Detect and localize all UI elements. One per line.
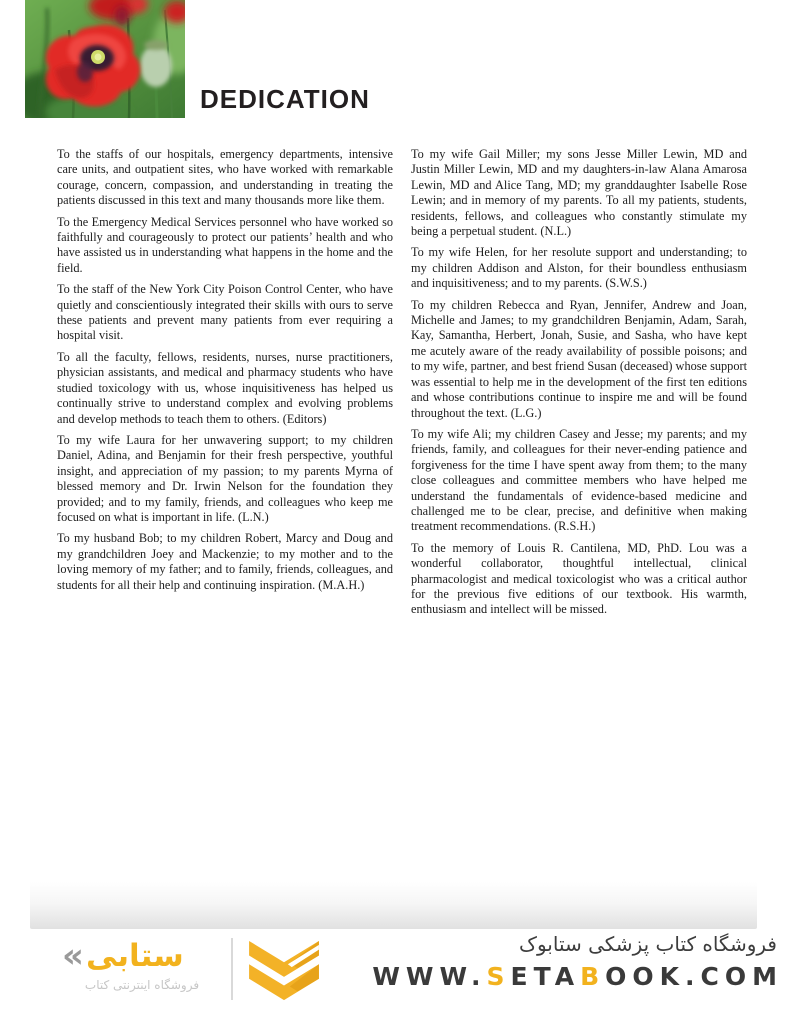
dedication-paragraph: To my husband Bob; to my children Robert, Marcy and Doug and my grandchildren Joey and Mackenzie; to my mother and to the loving memory of my father; and to family, friends, colleagues, and students for all their help and continuing inspiration. (M.A.H.): [57, 531, 393, 592]
url-part: OOK.COM: [605, 962, 783, 991]
right-column: [411, 147, 747, 624]
footer-right-block: [372, 928, 783, 994]
store-name-farsi: فروشگاه کتاب پزشکی ستابوک: [519, 932, 777, 956]
left-column: [57, 147, 393, 624]
dedication-paragraph: To the Emergency Medical Services personnel who have worked so faithfully and courageously to protect our patients’ health and who have assisted us in understanding what happens in the home and the field.: [57, 214, 393, 275]
dedication-paragraph: To all the faculty, fellows, residents, nurses, nurse practitioners, physician assistants, and medical and pharmacy students who have studied toxicology with us, whose inquisitiveness has helped us continually strive to understand complex and evolving problems and develop methods to teach them to others. (Editors): [57, 349, 393, 426]
url-part: ETA: [510, 962, 581, 991]
dedication-paragraph: To my wife Helen, for her resolute support and understanding; to my children Addison and Alston, for their boundless enthusiasm and inquisitiveness; and to my parents. (S.W.S.): [411, 245, 747, 291]
page-title: DEDICATION: [200, 84, 370, 114]
dedication-paragraph: To the staff of the New York City Poison Control Center, who have quietly and conscientiously integrated their skills with ours to serve these patients and prevent many patients from ever requiring a hospital visit.: [57, 282, 393, 343]
dedication-paragraph: To the staffs of our hospitals, emergency departments, intensive care units, and outpatient sites, who have worked with remarkable courage, concern, compassion, and understanding in treating the patients discussed in this text and many thousands more like them.: [57, 147, 393, 208]
dedication-paragraph: To my wife Laura for her unwavering support; to my children Daniel, Adina, and Benjamin for their fresh perspective, youthful insight, and appreciation of my passion; to my parents Myrna of blessed memory and Dr. Irwin Nelson for the foundation they provided; and to my family, friends, and colleagues who keep me focused on what is important in life. (L.N.): [57, 432, 393, 524]
url-part-accent: B: [580, 962, 606, 991]
logo-wordmark: ستابی: [85, 938, 184, 974]
guillemet-icon: «: [62, 936, 84, 976]
double-chevron-glyph: [247, 939, 321, 1003]
bookstore-footer: [0, 928, 789, 1010]
logo-wordmark-row: [62, 936, 222, 976]
url-part-accent: S: [486, 962, 511, 991]
dedication-paragraph: To my wife Gail Miller; my sons Jesse Miller Lewin, MD and Justin Miller Lewin, MD and my daughters-in-law Alana Amarosa Lewin, MD and Alice Tang, MD; my granddaughter Isabelle Rose Lewin; and in memory of my parents. To all my patients, students, residents, fellows, and colleagues who constantly stimulate my being a perpetual student. (N.L.): [411, 147, 747, 239]
logo-divider: [231, 938, 233, 1000]
poppy-photo-illustration: [25, 0, 185, 118]
poppy-photo: [25, 0, 185, 118]
website-url: [372, 960, 783, 994]
dedication-paragraph: To my wife Ali; my children Casey and Jesse; my parents; and my friends, family, and colleagues for their never-ending patience and forgiveness for the time I have spent away from them; to the many close colleagues and committee members who have helped me understand the fundamentals of evidence-based medicine and challenged me to be clear, precise, and definitive when making treatment recommendations. (R.S.H.): [411, 426, 747, 534]
dedication-paragraph: To the memory of Louis R. Cantilena, MD, PhD. Lou was a wonderful collaborator, thoughtful intellectual, clinical pharmacologist and medical toxicologist who was a critical author for the previous five editions of our textbook. His warmth, enthusiasm and intellect will be missed.: [411, 540, 747, 617]
page-shadow-band: [30, 882, 757, 929]
double-chevron-icon: [247, 939, 321, 1003]
dedication-paragraph: To my children Rebecca and Ryan, Jennifer, Andrew and Joan, Michelle and James; to my grandchildren Benjamin, Adam, Sarah, Kay, Samantha, Herbert, Jonah, Susie, and Sasha, who have kept me acutely aware of the ready availability of possible poisons; and to my wife, partner, and best friend Susan (deceased) whose support was essential to help me in the development of the first ten editions and whose contributions continue to inspire me and will be found throughout the text. (L.G.): [411, 297, 747, 420]
logo-tagline: فروشگاه اینترنتی کتاب: [84, 978, 200, 992]
dedication-columns: [57, 147, 747, 624]
url-part: WWW.: [372, 962, 487, 991]
setabook-logo: [62, 936, 222, 992]
